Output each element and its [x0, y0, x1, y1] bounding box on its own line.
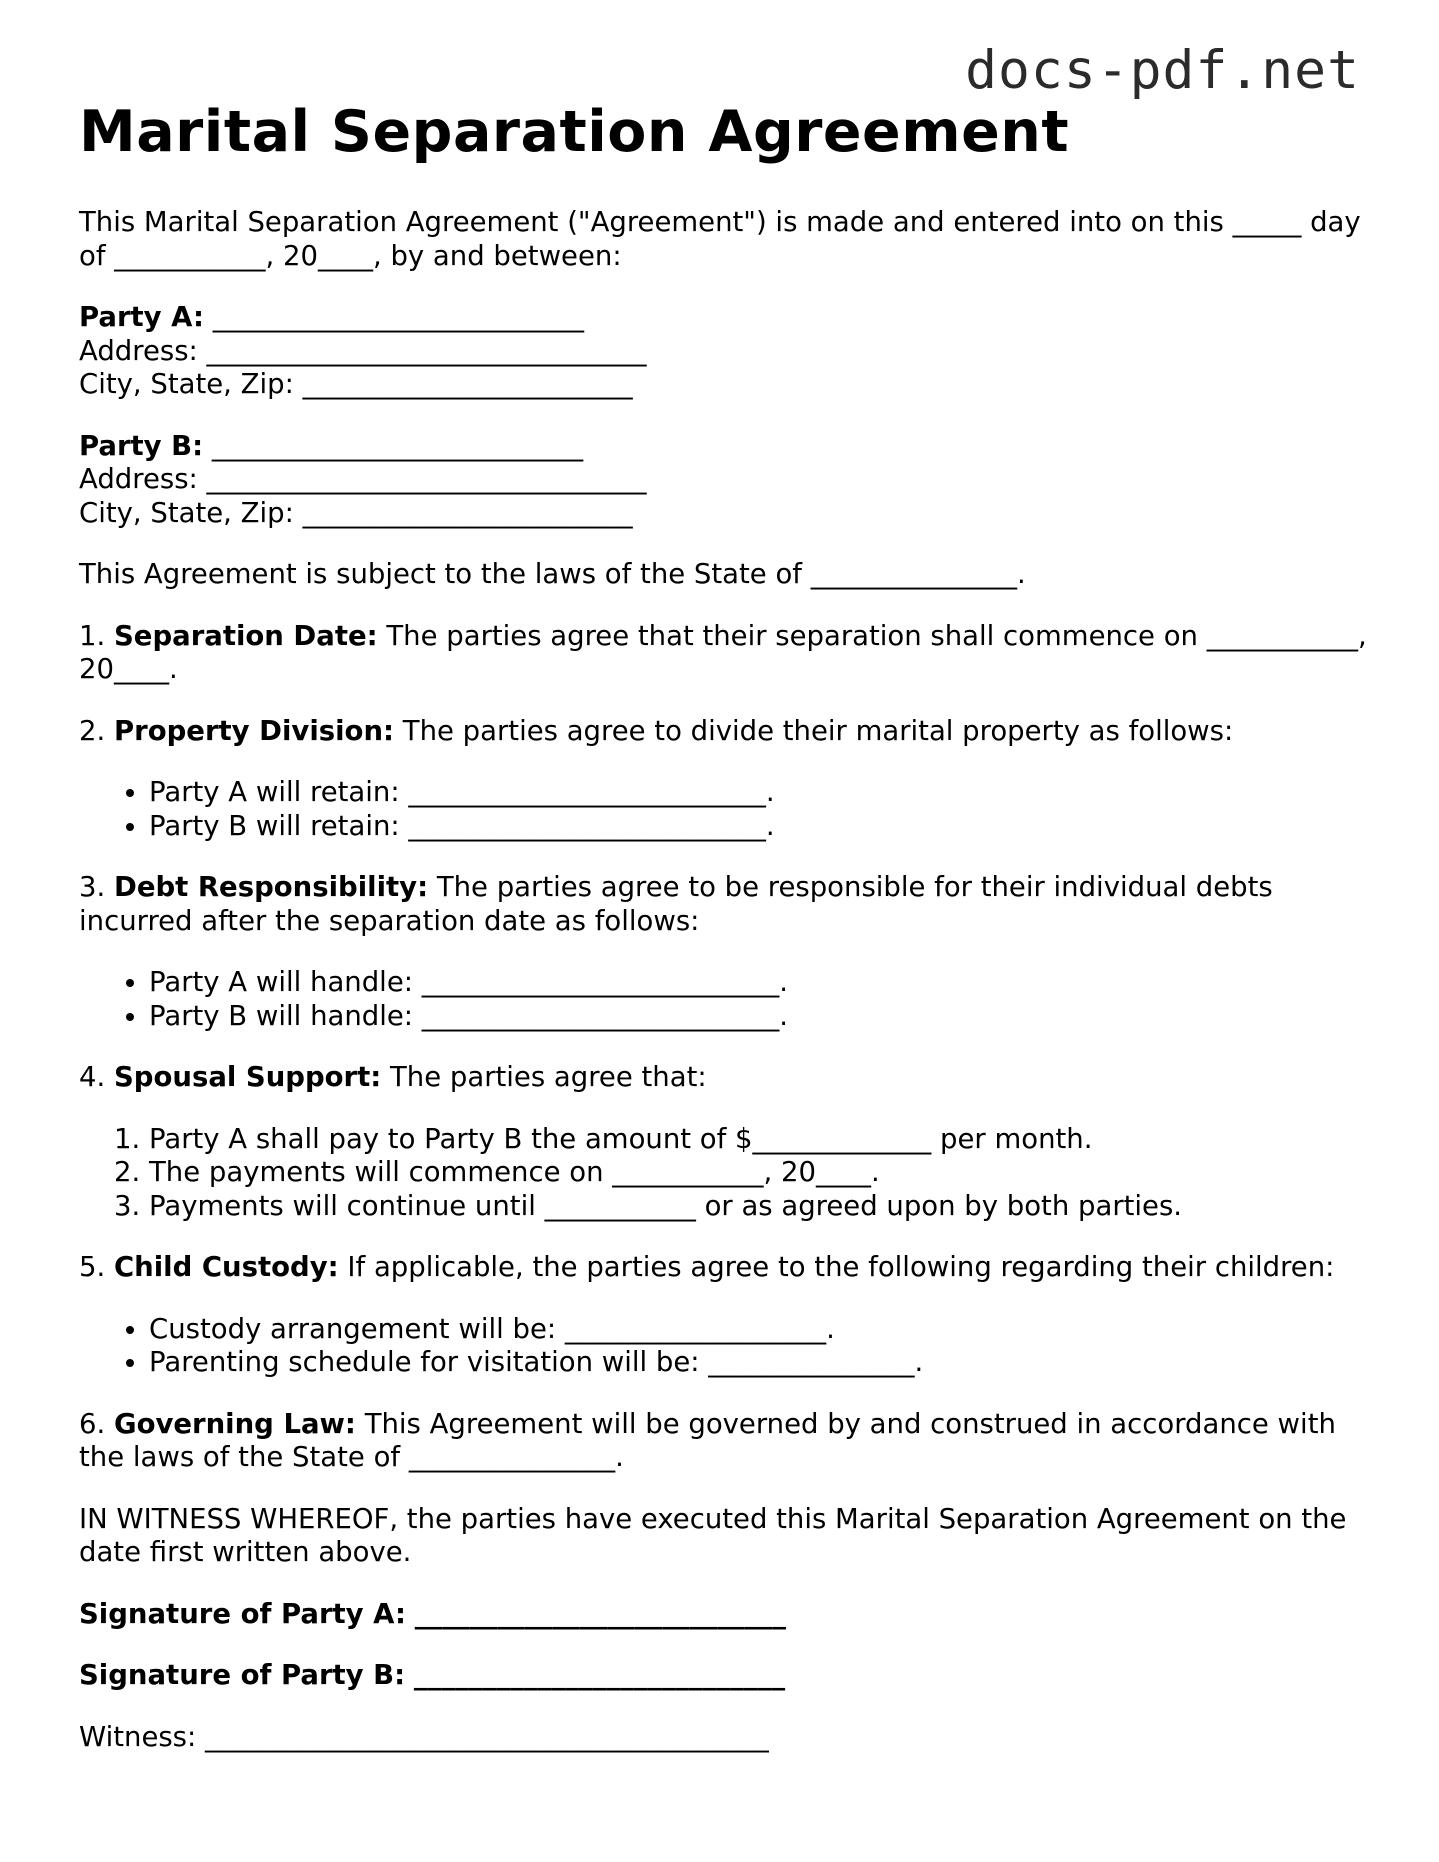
- section-child-custody: [79, 1251, 1369, 1285]
- section-text: The parties agree that their separation shall commence on ___________, 20____.: [79, 619, 1367, 685]
- section-heading: Property Division:: [114, 714, 395, 747]
- governing-state-paragraph: This Agreement is subject to the laws of the State of _______________.: [79, 558, 1026, 590]
- list-item: • Party A will handle: __________________________.: [149, 966, 1369, 1000]
- party-b-name-line: ___________________________: [211, 429, 584, 462]
- party-b-block: [79, 430, 1369, 531]
- section-text: This Agreement will be governed by and construed in accordance with the laws of the State of _______________.: [79, 1407, 1336, 1473]
- list-item: • Custody arrangement will be: ___________________.: [149, 1313, 1369, 1347]
- section-separation-date: [79, 620, 1369, 687]
- list-item: 3. Payments will continue until ___________ or as agreed upon by both parties.: [149, 1190, 1369, 1224]
- party-b-city: City, State, Zip: ________________________: [79, 496, 633, 529]
- section-debt-responsibility: [79, 871, 1369, 938]
- section-governing-law: [79, 1408, 1369, 1475]
- witness-signature-line: Witness: _________________________________________: [79, 1720, 769, 1753]
- section-heading: Child Custody:: [114, 1251, 339, 1283]
- section-heading: Spousal Support:: [114, 1061, 382, 1093]
- signature-party-a: [79, 1598, 1369, 1632]
- party-b-address: Address: ________________________________: [79, 463, 647, 495]
- intro-paragraph: This Marital Separation Agreement ("Agreement") is made and entered into on this _____ day of ___________, 20____, by and between:: [79, 206, 1361, 272]
- child-custody-list: [79, 1313, 1369, 1380]
- section-text: The parties agree to be responsible for their individual debts incurred after the separation date as follows:: [79, 871, 1273, 937]
- page-title: Marital Separation Agreement: [79, 99, 1070, 165]
- party-a-block: [79, 301, 1369, 402]
- section-number: 2.: [79, 714, 106, 747]
- witness-clause: IN WITNESS WHEREOF, the parties have executed this Marital Separation Agreement on the date first written above.: [79, 1502, 1347, 1568]
- property-division-list: [79, 776, 1369, 843]
- list-item: 1. Party A shall pay to Party B the amount of $_____________ per month.: [149, 1123, 1369, 1157]
- list-item: • Parenting schedule for visitation will be: _______________.: [149, 1346, 1369, 1380]
- list-item: 2. The payments will commence on ___________, 20____.: [149, 1156, 1369, 1190]
- party-b-label: Party B:: [79, 429, 204, 462]
- party-a-name-line: ___________________________: [212, 301, 584, 333]
- section-text: The parties agree to divide their marital property as follows:: [402, 714, 1234, 747]
- section-number: 1.: [79, 619, 106, 652]
- section-heading: Governing Law:: [114, 1407, 356, 1440]
- spousal-support-list: [79, 1123, 1369, 1224]
- debt-responsibility-list: [79, 966, 1369, 1033]
- list-item: • Party B will handle: __________________________.: [149, 1000, 1369, 1034]
- document-body: [79, 206, 1369, 1782]
- list-item: • Party A will retain: __________________________.: [149, 776, 1369, 810]
- party-a-city: City, State, Zip: ________________________: [79, 368, 633, 400]
- section-heading: Separation Date:: [114, 619, 378, 652]
- signature-party-b-label: Signature of Party B:: [79, 1659, 406, 1691]
- signature-party-b-line: ___________________________: [413, 1659, 786, 1691]
- section-number: 6.: [79, 1407, 106, 1440]
- section-number: 4.: [79, 1061, 106, 1093]
- section-number: 5.: [79, 1251, 106, 1283]
- section-number: 3.: [79, 871, 106, 903]
- signature-party-a-line: ___________________________: [414, 1597, 786, 1630]
- watermark: docs-pdf.net: [965, 40, 1360, 101]
- section-text: If applicable, the parties agree to the following regarding their children:: [347, 1251, 1335, 1283]
- signature-party-a-label: Signature of Party A:: [79, 1597, 406, 1630]
- signature-party-b: [79, 1659, 1369, 1693]
- list-item: • Party B will retain: __________________________.: [149, 810, 1369, 844]
- party-a-address: Address: ________________________________: [79, 334, 647, 367]
- section-property-division: [79, 715, 1369, 749]
- section-heading: Debt Responsibility:: [114, 871, 429, 903]
- section-spousal-support: [79, 1061, 1369, 1095]
- section-text: The parties agree that:: [390, 1061, 707, 1093]
- party-a-label: Party A:: [79, 301, 204, 333]
